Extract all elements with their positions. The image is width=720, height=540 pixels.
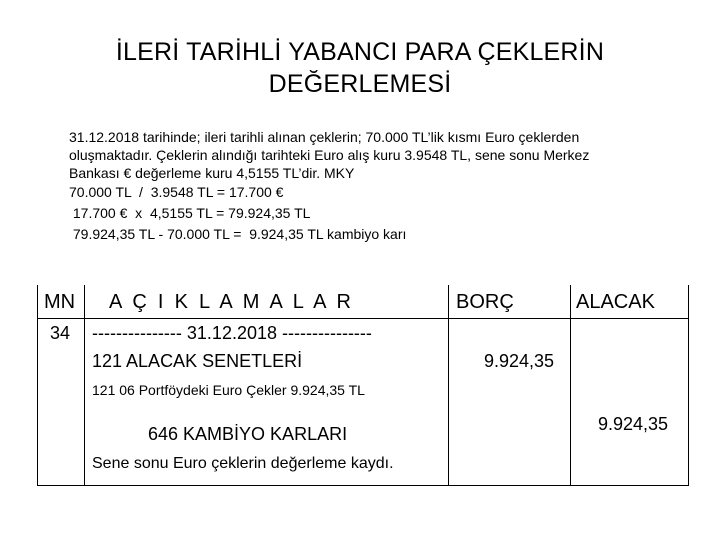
page-title <box>60 36 660 100</box>
calculation-line-3: 79.924,35 TL - 70.000 TL = 9.924,35 TL kambiyo karı <box>69 226 407 242</box>
calculation-line-2: 17.700 € x 4,5155 TL = 79.924,35 TL <box>69 205 311 221</box>
header-description: A Ç I K L A M A L A R <box>109 291 351 313</box>
no-column-divider <box>84 285 85 485</box>
title-line-1: İLERİ TARİHLİ YABANCI PARA ÇEKLERİN <box>115 38 605 66</box>
left-border <box>37 285 38 485</box>
title-line-2: DEĞERLEMESİ <box>268 70 452 98</box>
header-bottom-rule <box>37 318 689 319</box>
header-debit: BORÇ <box>456 291 514 313</box>
entry-number: 34 <box>50 323 71 343</box>
description-column-divider <box>448 285 449 485</box>
debit-column-divider <box>570 285 571 485</box>
right-border <box>688 285 689 485</box>
sub-account: 121 06 Portföydeki Euro Çekler 9.924,35 TL <box>92 382 365 398</box>
entry-explanation: Sene sonu Euro çeklerin değerleme kaydı. <box>92 455 394 472</box>
description-line-2: oluşmaktadır. Çeklerin alındığı tarihteki Euro alış kuru 3.9548 TL, sene sonu Merkez <box>69 147 590 163</box>
description-line-1: 31.12.2018 tarihinde; ileri tarihli alınan çeklerin; 70.000 TL’lik kısmı Euro çeklerden <box>69 129 580 145</box>
credit-amount: 9.924,35 <box>598 414 669 434</box>
debit-account: 121 ALACAK SENETLERİ <box>92 351 303 371</box>
header-credit: ALACAK <box>576 291 655 313</box>
debit-amount: 9.924,35 <box>484 351 555 371</box>
description-block <box>69 128 689 245</box>
calculation-line-1: 70.000 TL / 3.9548 TL = 17.700 € <box>69 184 284 200</box>
header-no: MN <box>44 291 76 313</box>
table-bottom-rule <box>37 485 689 486</box>
description-line-3: Bankası € değerleme kuru 4,5155 TL’dir. MKY <box>69 165 355 181</box>
credit-account: 646 KAMBİYO KARLARI <box>148 424 348 444</box>
entry-date-line: --------------- 31.12.2018 --------------- <box>92 323 372 343</box>
